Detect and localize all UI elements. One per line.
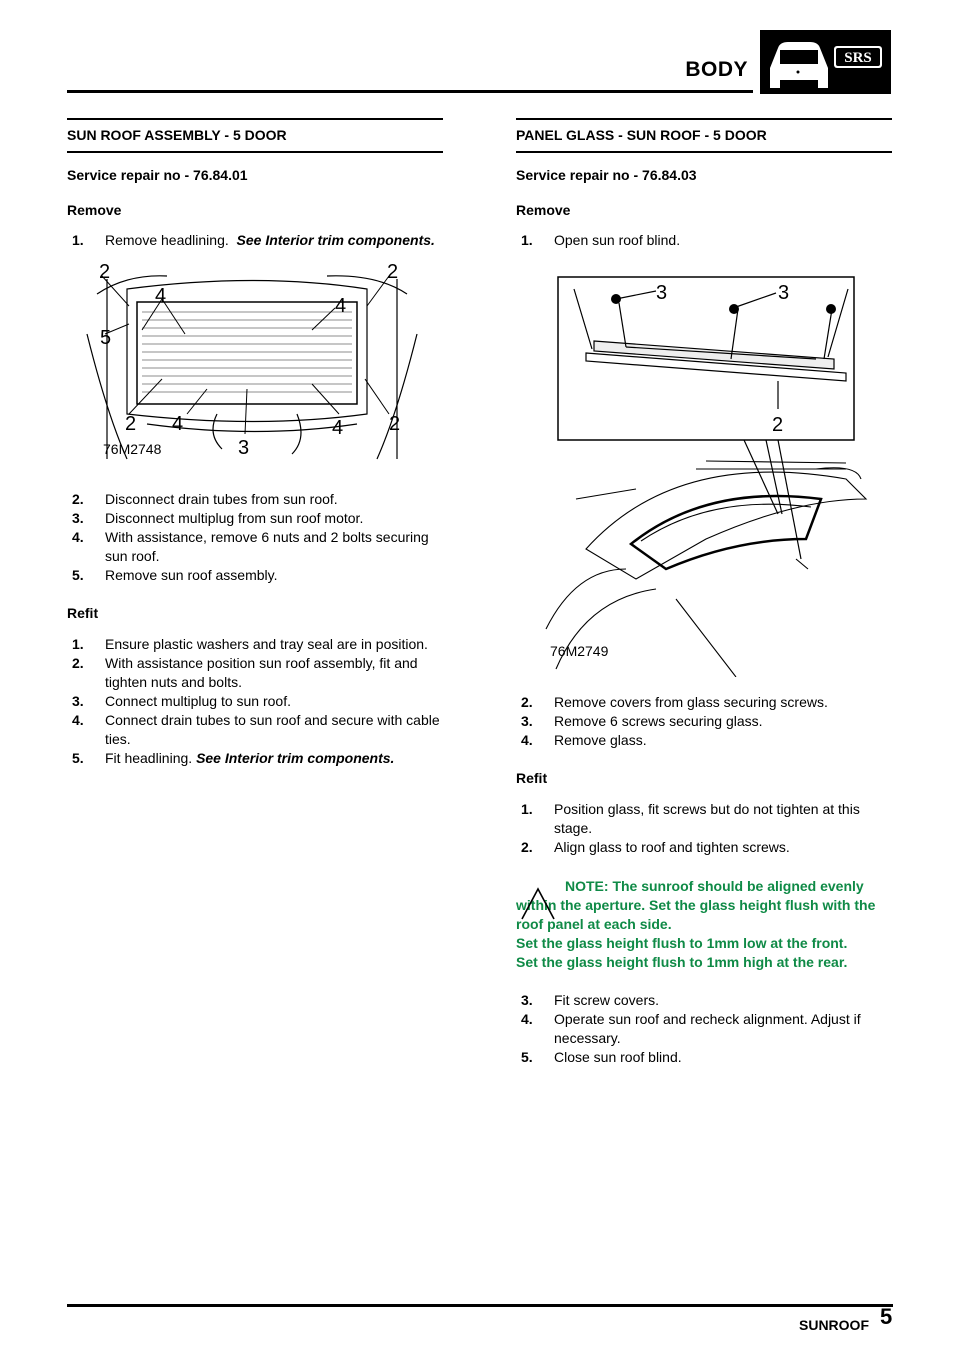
figure-callout: 2 bbox=[99, 264, 111, 283]
step-text: Remove headlining. bbox=[105, 232, 229, 248]
figure-callout: 3 bbox=[238, 437, 250, 459]
procedure-title: PANEL GLASS - SUN ROOF - 5 DOOR bbox=[516, 127, 767, 143]
remove-steps-list bbox=[516, 693, 892, 750]
remove-step: 4. With assistance, remove 6 nuts and 2 bolts securing sun roof. bbox=[72, 529, 429, 564]
remove-step: 5. Remove sun roof assembly. bbox=[72, 567, 278, 583]
note-text: NOTE: The sunroof should be aligned evenly within the aperture. Set the glass height flush with the roof panel at each side. bbox=[516, 878, 876, 932]
refit-step: 1. Ensure plastic washers and tray seal are in position. bbox=[72, 636, 428, 652]
refit-step: 4. Operate sun roof and recheck alignment. Adjust if necessary. bbox=[521, 1011, 861, 1046]
refit-step: 2. Align glass to roof and tighten screws. bbox=[521, 839, 790, 855]
section-title: BODY bbox=[685, 58, 748, 81]
section-rule bbox=[67, 151, 443, 153]
figure-callout: 4 bbox=[335, 295, 347, 317]
alignment-note bbox=[516, 877, 892, 972]
right-column bbox=[516, 118, 892, 1067]
refit-step: 5. Fit headlining. See Interior trim components. bbox=[72, 750, 395, 766]
figure-callout: 4 bbox=[155, 285, 167, 307]
remove-step: 4. Remove glass. bbox=[521, 732, 647, 748]
refit-steps-list bbox=[67, 635, 443, 768]
remove-heading: Remove bbox=[516, 202, 571, 218]
service-repair-number: Service repair no - 76.84.01 bbox=[67, 167, 248, 183]
refit-step: 5. Close sun roof blind. bbox=[521, 1049, 682, 1065]
srs-badge-text: SRS bbox=[844, 50, 872, 66]
figure-callout: 2 bbox=[772, 414, 784, 436]
figure-callout: 5 bbox=[100, 327, 112, 349]
figure-callout: 4 bbox=[332, 417, 344, 439]
remove-heading: Remove bbox=[67, 202, 122, 218]
sunroof-underside-figure bbox=[67, 264, 443, 474]
figure-callout: 4 bbox=[172, 413, 184, 435]
refit-steps-list bbox=[516, 991, 892, 1067]
remove-step: 3. Disconnect multiplug from sun roof motor. bbox=[72, 510, 364, 526]
remove-step: 2. Disconnect drain tubes from sun roof. bbox=[72, 491, 338, 507]
page-number: 5 bbox=[880, 1304, 893, 1329]
figure-callout: 3 bbox=[656, 282, 668, 304]
remove-step: 1. Open sun roof blind. bbox=[521, 232, 681, 248]
figure-callout: 2 bbox=[125, 413, 137, 435]
remove-steps-list bbox=[67, 490, 443, 585]
figure-callout: 3 bbox=[778, 282, 790, 304]
refit-step: 4. Connect drain tubes to sun roof and secure with cable ties. bbox=[72, 712, 440, 747]
remove-step: 3. Remove 6 screws securing glass. bbox=[521, 713, 763, 729]
refit-heading: Refit bbox=[516, 770, 548, 786]
footer-rule bbox=[67, 1304, 893, 1307]
refit-step: 2. With assistance position sun roof assembly, fit and tighten nuts and bolts. bbox=[72, 655, 418, 690]
figure-code: 76M2749 bbox=[550, 643, 609, 659]
footer-section-label: SUNROOF bbox=[799, 1317, 869, 1333]
header-rule bbox=[67, 90, 753, 93]
note-text: Set the glass height flush to 1mm high at the rear. bbox=[516, 954, 848, 970]
refit-step: 3. Fit screw covers. bbox=[521, 992, 660, 1008]
cross-reference-link[interactable]: See Interior trim components. bbox=[196, 750, 395, 766]
figure-callout: 2 bbox=[389, 413, 401, 435]
section-rule bbox=[516, 151, 892, 153]
remove-step: 2. Remove covers from glass securing screws. bbox=[521, 694, 828, 710]
srs-badge bbox=[760, 30, 891, 94]
cross-reference-link[interactable]: See Interior trim components. bbox=[236, 232, 435, 248]
note-text: Set the glass height flush to 1mm low at the front. bbox=[516, 935, 848, 951]
figure-callout: 2 bbox=[387, 264, 399, 283]
refit-steps-list bbox=[516, 800, 892, 857]
service-repair-number: Service repair no - 76.84.03 bbox=[516, 167, 697, 183]
left-column bbox=[67, 118, 443, 768]
refit-heading: Refit bbox=[67, 605, 99, 621]
procedure-title: SUN ROOF ASSEMBLY - 5 DOOR bbox=[67, 127, 287, 143]
refit-step: 3. Connect multiplug to sun roof. bbox=[72, 693, 291, 709]
car-srs-icon bbox=[760, 30, 891, 94]
remove-step: 1. Remove headlining. See Interior trim components. bbox=[72, 232, 435, 248]
panel-glass-figure bbox=[516, 269, 892, 677]
refit-step: 1. Position glass, fit screws but do not tighten at this stage. bbox=[521, 801, 860, 836]
figure-code: 76M2748 bbox=[103, 441, 162, 457]
caution-triangle-icon bbox=[518, 883, 558, 923]
